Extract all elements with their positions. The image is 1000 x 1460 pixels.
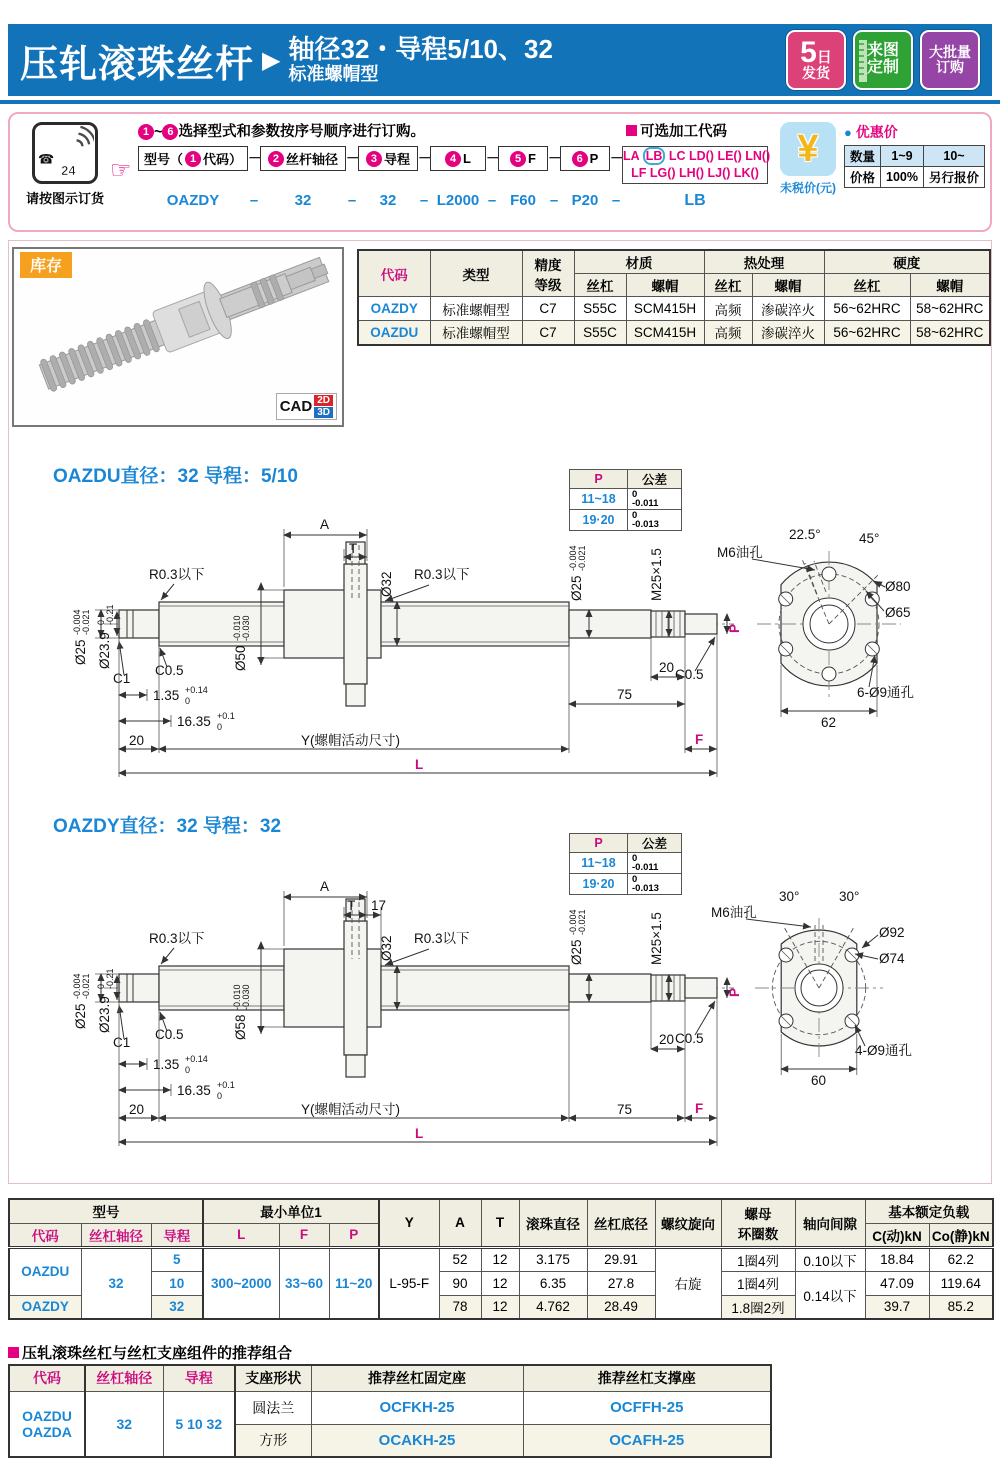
- mt-dir: 右旋: [655, 1247, 721, 1319]
- spec-h-precision: 精度 等级: [522, 250, 574, 297]
- spec-code: OAZDY: [358, 297, 430, 321]
- mt-h-code: 代码: [9, 1223, 81, 1247]
- dimension-load-table: [8, 1198, 994, 1320]
- dim-label-angle1: 30°: [779, 889, 800, 904]
- model-box-L: 4 L: [430, 146, 486, 171]
- dim-label-1635: 16.35: [177, 714, 211, 729]
- diagram1-drawing: [29, 499, 979, 784]
- mt-axial: 0.10以下: [795, 1247, 865, 1271]
- dim-label-d32: [379, 571, 394, 597]
- dim-label-m6-oil-hole: M6油孔: [717, 545, 763, 560]
- cad-2d-link[interactable]: 2D: [314, 395, 333, 406]
- discount-title: ● 优惠价: [844, 124, 898, 140]
- badge-bulk-order: [920, 30, 980, 90]
- example-opt-code: LB: [684, 192, 706, 209]
- badge-bulk-line1: 大批量: [929, 44, 971, 61]
- dim-label-c1: C1: [113, 671, 131, 686]
- recommend-title: 压轧滚珠丝杠与丝杠支座组件的推荐组合: [8, 1342, 292, 1363]
- mt-P-range: 11~20: [329, 1247, 379, 1319]
- spec-mat-shaft: S55C: [574, 297, 626, 321]
- dim-label-dnut: [232, 984, 251, 1040]
- mt-root: 29.91: [587, 1247, 655, 1271]
- example-shaft-dia: 32: [294, 192, 312, 209]
- mt-h-T: T: [481, 1199, 519, 1247]
- dim-label-bcd: Ø65: [885, 605, 911, 620]
- spec-mat-shaft: S55C: [574, 321, 626, 345]
- rec-shaft: 32: [85, 1391, 163, 1457]
- rec-h-lead: 导程: [163, 1365, 235, 1391]
- svg-text:Ø25: Ø25: [73, 1003, 88, 1029]
- tol-range: 19·20: [570, 510, 628, 531]
- svg-text:☎: ☎: [38, 151, 55, 167]
- dim-label-bolt-holes: 4-Ø9通孔: [855, 1043, 913, 1058]
- dim-label-c1: C1: [113, 1035, 131, 1050]
- dim-label-d25-right: [568, 545, 587, 601]
- mt-h-L: L: [203, 1223, 279, 1247]
- spec-heat-shaft: 高频: [704, 297, 752, 321]
- svg-text:24: 24: [61, 163, 76, 179]
- rec-h-support: 推荐丝杠支撑座: [523, 1365, 771, 1391]
- rec-h-fixed: 推荐丝杠固定座: [311, 1365, 523, 1391]
- dim-label-flange-od: Ø92: [879, 925, 905, 940]
- spec-mat-nut: SCM415H: [626, 321, 704, 345]
- spec-precision: C7: [522, 321, 574, 345]
- model-box-code: 型号（ 1 代码）: [138, 146, 248, 171]
- arrow-right-icon: ▶: [262, 46, 281, 74]
- mt-circ: 1圈4列: [721, 1247, 795, 1271]
- dim-label-L: L: [415, 1126, 424, 1141]
- spec-h-shaft: 丝杠: [704, 274, 752, 297]
- example-code: OAZDY: [166, 192, 220, 209]
- phone-order-caption: 请按图示订货: [25, 191, 104, 206]
- spec-hard-nut: 58~62HRC: [910, 297, 990, 321]
- dim-label-A: A: [320, 517, 330, 532]
- svg-text:Ø32: Ø32: [379, 935, 394, 961]
- tol-range: 11~18: [570, 489, 628, 510]
- svg-text:0: 0: [96, 983, 106, 989]
- mt-shaft-dia: 32: [81, 1247, 151, 1319]
- dim-label-75: 75: [617, 687, 633, 702]
- badge-bulk-line2: 订购: [936, 59, 964, 75]
- mt-ball: 3.175: [519, 1247, 587, 1271]
- tol-value: 0 -0.013: [628, 510, 682, 531]
- tol-value: 0 -0.013: [628, 874, 682, 895]
- rec-codes: OAZDU OAZDA: [9, 1391, 85, 1457]
- model-number-boxes: [138, 146, 780, 184]
- table-row: [9, 1271, 993, 1295]
- page-title: 压轧滚珠丝杆: [20, 43, 255, 86]
- ordering-main: [138, 120, 780, 226]
- dim-label-20-right: 20: [659, 1032, 675, 1047]
- mt-h-lead: 导程: [151, 1223, 203, 1247]
- dim-label-d25-left: [72, 973, 91, 1029]
- mt-Co: 62.2: [929, 1247, 993, 1271]
- dimension-lines: [72, 517, 742, 777]
- shaft-side-view: [104, 899, 734, 1077]
- dim-label-bolt-holes: 6-Ø9通孔: [857, 685, 915, 700]
- rec-lead: 5 10 32: [163, 1391, 235, 1457]
- mt-g-min-unit: 最小单位1: [203, 1199, 379, 1223]
- dim-label-angle2: 45°: [859, 531, 880, 546]
- mt-root: 28.49: [587, 1295, 655, 1319]
- step-number-1: 1: [138, 124, 154, 140]
- product-photo: [12, 247, 344, 427]
- spec-h-nut: 螺帽: [752, 274, 824, 297]
- dim-label-T: T: [347, 898, 356, 913]
- badge-5day-shipping: [786, 30, 846, 90]
- dim-label-c05-right: C0.5: [675, 667, 704, 682]
- spec-type: 标准螺帽型: [430, 321, 522, 345]
- dim-label-Y: Y(螺帽活动尺寸): [301, 733, 400, 748]
- recommend-table: [8, 1364, 772, 1458]
- mt-h-shaft-dia: 丝杠轴径: [81, 1223, 151, 1247]
- mt-g-model: 型号: [9, 1199, 203, 1223]
- svg-text:-0.030: -0.030: [241, 615, 251, 641]
- svg-text:-0.021: -0.021: [577, 545, 587, 571]
- svg-text:0: 0: [217, 722, 223, 732]
- mt-A: 52: [439, 1247, 481, 1271]
- svg-text:Ø25: Ø25: [569, 575, 584, 601]
- discount-table: [844, 145, 985, 188]
- cad-download-badge[interactable]: [276, 393, 337, 420]
- spec-h-type: 类型: [430, 250, 522, 297]
- tol-range: 11~18: [570, 853, 628, 874]
- svg-text:Ø23.9: Ø23.9: [97, 996, 112, 1033]
- dim-label-17: 17: [371, 898, 387, 913]
- svg-text:-0.21: -0.21: [105, 604, 115, 625]
- subtitle-line2: 标准螺帽型: [288, 64, 379, 85]
- svg-text:0: 0: [185, 1065, 191, 1075]
- dim-label-F: F: [695, 732, 704, 747]
- dash: －: [248, 150, 262, 166]
- svg-text:P: P: [727, 987, 742, 997]
- pointing-hand-icon: ☞: [110, 157, 132, 184]
- mt-lead: 5: [151, 1247, 203, 1271]
- dash: －: [548, 150, 562, 166]
- badge-5day-label: 发货: [802, 65, 830, 82]
- svg-text:0: 0: [96, 619, 106, 625]
- rec-h-shape: 支座形状: [235, 1365, 311, 1391]
- mt-h-F: F: [279, 1223, 329, 1247]
- spec-h-nut: 螺帽: [910, 274, 990, 297]
- dim-label-d239: [96, 968, 115, 1033]
- svg-text:-0.004: -0.004: [72, 609, 82, 635]
- mt-h-P: P: [329, 1223, 379, 1247]
- dim-label-angle2: 30°: [839, 889, 860, 904]
- dim-label-T: T: [349, 541, 358, 556]
- svg-text:M25×1.5: M25×1.5: [649, 548, 664, 601]
- price-label: 价格: [845, 167, 881, 188]
- mt-h-ball-dia: 滚珠直径: [519, 1199, 587, 1247]
- header-band: [8, 24, 992, 96]
- svg-text:0: 0: [217, 1091, 223, 1101]
- tol-value: 0 -0.011: [628, 489, 682, 510]
- svg-text:-0.21: -0.21: [105, 968, 115, 989]
- mt-F-range: 33~60: [279, 1247, 329, 1319]
- pink-square-icon: [626, 125, 637, 136]
- dim-label-c05-right: C0.5: [675, 1031, 704, 1046]
- svg-text:+0.14: +0.14: [185, 685, 208, 695]
- qty-label: 数量: [845, 146, 881, 167]
- spec-heat-nut: 渗碳淬火: [752, 297, 824, 321]
- phone-24h-icon: [32, 122, 98, 184]
- dim-label-135: 1.35: [153, 688, 180, 703]
- dim-label-75: 75: [617, 1102, 633, 1117]
- model-box-shaft-dia: 2 丝杆轴径: [260, 146, 346, 171]
- dim-label-20-left: 20: [129, 733, 145, 748]
- mt-h-thread-dir: 螺纹旋向: [655, 1199, 721, 1247]
- content-section: [8, 240, 992, 1184]
- mt-circ: 1.8圈2列: [721, 1295, 795, 1319]
- mt-ball: 6.35: [519, 1271, 587, 1295]
- diagram2-title: OAZDY直径：32 导程：32: [53, 816, 282, 837]
- svg-text:Ø25: Ø25: [569, 939, 584, 965]
- svg-text:Ø25: Ø25: [73, 639, 88, 665]
- flange-front-view: [717, 527, 914, 730]
- dim-label-r03-left: R0.3以下: [149, 567, 205, 582]
- mt-h-A: A: [439, 1199, 481, 1247]
- rec-support-part-link[interactable]: OCFFH-25: [523, 1391, 771, 1424]
- spec-precision: C7: [522, 297, 574, 321]
- dash: －: [486, 150, 500, 166]
- spec-type: 标准螺帽型: [430, 297, 522, 321]
- mt-Co: 119.64: [929, 1271, 993, 1295]
- spec-mat-nut: SCM415H: [626, 297, 704, 321]
- page-subtitle: [288, 35, 552, 84]
- svg-text:P: P: [727, 623, 742, 633]
- dim-label-135: 1.35: [153, 1057, 180, 1072]
- badge-custom-drawing: [853, 30, 913, 90]
- dim-label-c05-left: C0.5: [155, 663, 184, 678]
- spec-h-material: 材质: [574, 250, 704, 274]
- mt-C: 39.7: [865, 1295, 929, 1319]
- spec-h-nut: 螺帽: [626, 274, 704, 297]
- svg-text:Ø23.9: Ø23.9: [97, 632, 112, 669]
- rec-shape: 圆法兰: [235, 1391, 311, 1424]
- mt-h-nut-circuits: 螺母 环圈数: [721, 1199, 795, 1247]
- blue-dot-icon: ●: [844, 125, 852, 140]
- tax-note: 未税价(元): [780, 181, 836, 195]
- price-symbol-block: [780, 122, 836, 226]
- dim-label-d239: [96, 604, 115, 669]
- spec-heat-shaft: 高频: [704, 321, 752, 345]
- svg-text:Ø32: Ø32: [379, 571, 394, 597]
- dim-label-d25-left: [72, 609, 91, 665]
- model-box-P: 6 P: [560, 146, 610, 171]
- example-lead: 32: [379, 192, 397, 209]
- dim-label-A: A: [320, 879, 330, 894]
- table-row: [9, 1247, 993, 1271]
- rec-shape: 方形: [235, 1424, 311, 1457]
- svg-text:0: 0: [185, 696, 191, 706]
- spec-h-hardness: 硬度: [824, 250, 990, 274]
- dim-label-r03-left: R0.3以下: [149, 931, 205, 946]
- dim-label-flange-od: Ø80: [885, 579, 911, 594]
- mt-T: 12: [481, 1247, 519, 1271]
- dim-label-r03-right: R0.3以下: [414, 567, 470, 582]
- rec-h-code: 代码: [9, 1365, 85, 1391]
- dim-label-P: [727, 988, 742, 997]
- dash: －: [418, 150, 432, 166]
- table-row: [9, 1391, 771, 1424]
- tol-range: 19·20: [570, 874, 628, 895]
- tol-h-tol: 公差: [628, 470, 682, 489]
- dim-label-L: L: [415, 757, 424, 772]
- svg-text:Ø50: Ø50: [233, 645, 248, 671]
- mt-root: 27.8: [587, 1271, 655, 1295]
- spec-h-shaft: 丝杠: [574, 274, 626, 297]
- rec-fixed-part-link[interactable]: OCAKH-25: [311, 1424, 523, 1457]
- mt-T: 12: [481, 1295, 519, 1319]
- model-box-F: 5 F: [498, 146, 548, 171]
- dim-label-F: F: [695, 1101, 704, 1116]
- code-lb-circled: LB: [643, 147, 666, 165]
- mt-code-oazdu: OAZDU: [9, 1247, 81, 1295]
- qty-range-2: 10~: [924, 146, 985, 167]
- ordering-instruction: 1 ~ 6 选择型式和参数按序号顺序进行订购。: [138, 120, 780, 141]
- qty-range-1: 1~9: [881, 146, 924, 167]
- svg-text:+0.1: +0.1: [217, 1080, 235, 1090]
- ruler-icon: [858, 40, 868, 82]
- mt-L-range: 300~2000: [203, 1247, 279, 1319]
- dim-label-Y: Y(螺帽活动尺寸): [301, 1102, 400, 1117]
- dim-label-angle1: 22.5°: [789, 527, 821, 542]
- example-L: L2000: [436, 192, 480, 209]
- spec-h-shaft: 丝杠: [824, 274, 910, 297]
- svg-text:-0.004: -0.004: [568, 909, 578, 935]
- dash: －: [346, 150, 360, 166]
- discount-block: [844, 122, 985, 226]
- mt-g-load: 基本额定负载: [865, 1199, 993, 1223]
- yen-icon: ¥: [780, 122, 836, 176]
- dim-label-m25: [649, 912, 664, 965]
- svg-text:-0.021: -0.021: [577, 909, 587, 935]
- mt-C: 18.84: [865, 1247, 929, 1271]
- dim-label-c05-left: C0.5: [155, 1027, 184, 1042]
- spec-h-code: 代码: [358, 250, 430, 297]
- tol-h-p: P: [570, 834, 628, 853]
- svg-text:Ø58: Ø58: [233, 1014, 248, 1040]
- price-1: 100%: [881, 167, 924, 188]
- pink-square-icon: [8, 1347, 19, 1358]
- svg-text:+0.1: +0.1: [217, 711, 235, 721]
- model-box-lead: 3 导程: [358, 146, 418, 171]
- spec-code: OAZDU: [358, 321, 430, 345]
- mt-h-Y: Y: [379, 1199, 439, 1247]
- price-info: [780, 120, 984, 226]
- header-divider: [0, 100, 1000, 104]
- mt-axial: 0.14以下: [795, 1271, 865, 1319]
- header-badges: [786, 30, 980, 90]
- dim-label-P: [727, 624, 742, 633]
- diagram1-title: OAZDU直径：32 导程：5/10: [53, 466, 298, 487]
- spec-h-heat: 热处理: [704, 250, 824, 274]
- svg-text:+0.14: +0.14: [185, 1054, 208, 1064]
- dim-label-d32: [379, 935, 394, 961]
- svg-text:-0.021: -0.021: [81, 973, 91, 999]
- step-number-6: 6: [162, 124, 178, 140]
- mt-T: 12: [481, 1271, 519, 1295]
- spec-heat-nut: 渗碳淬火: [752, 321, 824, 345]
- example-F: F60: [510, 192, 536, 209]
- mt-Y-val: L-95-F: [379, 1247, 439, 1319]
- example-P: P20: [571, 192, 599, 209]
- spec-hard-shaft: 56~62HRC: [824, 297, 910, 321]
- mt-ball: 4.762: [519, 1295, 587, 1319]
- tol-h-p: P: [570, 470, 628, 489]
- rec-fixed-part-link[interactable]: OCFKH-25: [311, 1391, 523, 1424]
- mt-A: 90: [439, 1271, 481, 1295]
- tol-h-tol: 公差: [628, 834, 682, 853]
- dim-label-20-right: 20: [659, 660, 675, 675]
- spec-hard-shaft: 56~62HRC: [824, 321, 910, 345]
- mt-h-Co: Co(静)kN: [929, 1223, 993, 1247]
- svg-text:-0.030: -0.030: [241, 984, 251, 1010]
- svg-text:-0.004: -0.004: [568, 545, 578, 571]
- spec-hard-nut: 58~62HRC: [910, 321, 990, 345]
- badge-custom-line1: 来图: [866, 42, 899, 60]
- mt-A: 78: [439, 1295, 481, 1319]
- cad-label: CAD: [279, 398, 313, 415]
- price-2: 另行报价: [924, 167, 985, 188]
- stock-badge: 库存: [20, 252, 72, 278]
- dim-label-bcd: Ø74: [879, 951, 905, 966]
- material-spec-table: [357, 249, 991, 346]
- dim-label-flange-width: 60: [811, 1073, 827, 1088]
- diagram2-drawing: [29, 863, 979, 1163]
- mt-circ: 1圈4列: [721, 1271, 795, 1295]
- dim-label-flange-width: 62: [821, 715, 837, 730]
- mt-code-oazdy: OAZDY: [9, 1295, 81, 1319]
- svg-text:M25×1.5: M25×1.5: [649, 912, 664, 965]
- dim-label-d25-right: [568, 909, 587, 965]
- svg-text:-0.010: -0.010: [232, 615, 242, 641]
- cad-3d-link[interactable]: 3D: [314, 407, 333, 418]
- phone-order-block: [20, 120, 110, 226]
- mt-C: 47.09: [865, 1271, 929, 1295]
- tol-value: 0 -0.011: [628, 853, 682, 874]
- dim-label-m6-oil-hole: M6油孔: [711, 905, 757, 920]
- rec-support-part-link[interactable]: OCAFH-25: [523, 1424, 771, 1457]
- dimension-lines: [72, 879, 742, 1146]
- optional-codes-title: 可选加工代码: [626, 120, 727, 141]
- ordering-section: [8, 112, 992, 232]
- badge-5day-number: 5日: [800, 36, 832, 70]
- rec-h-shaft: 丝杠轴径: [85, 1365, 163, 1391]
- subtitle-line1: 轴径32・导程5/10、32: [288, 34, 553, 65]
- mt-h-axial-play: 轴向间隙: [795, 1199, 865, 1247]
- svg-text:-0.004: -0.004: [72, 973, 82, 999]
- mt-h-root-dia: 丝杠底径: [587, 1199, 655, 1247]
- mt-lead: 10: [151, 1271, 203, 1295]
- dash: －: [610, 150, 624, 166]
- dim-label-r03-right: R0.3以下: [414, 931, 470, 946]
- dim-label-m25: [649, 548, 664, 601]
- mt-Co: 85.2: [929, 1295, 993, 1319]
- dim-label-1635: 16.35: [177, 1083, 211, 1098]
- svg-text:-0.021: -0.021: [81, 609, 91, 635]
- svg-text:-0.010: -0.010: [232, 984, 242, 1010]
- mt-lead: 32: [151, 1295, 203, 1319]
- dim-label-20-left: 20: [129, 1102, 145, 1117]
- badge-custom-line2: 定制: [866, 59, 899, 76]
- example-model-number: OAZDY – 32 – 32 – L2000 – F60 – P20 – LB: [138, 192, 780, 210]
- mt-h-C: C(动)kN: [865, 1223, 929, 1247]
- optional-codes-box: LA LB LC LD() LE() LN() LF LG() LH() LJ() LK(): [622, 146, 768, 184]
